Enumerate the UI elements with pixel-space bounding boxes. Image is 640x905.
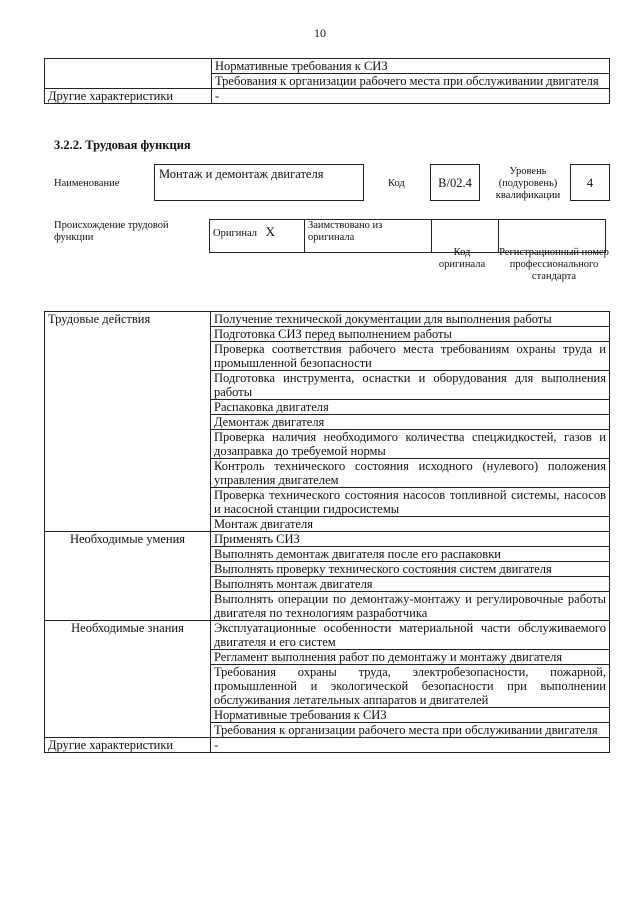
level-label: Уровень (подуровень) квалификации [495, 166, 561, 201]
table-row: Проверка технического состояния насосов топливной системы, насосов и насосной станции гидросистемы [211, 488, 610, 517]
name-label: Наименование [54, 178, 120, 189]
knowledge-label: Необходимые знания [45, 621, 211, 738]
table-row: Требования к организации рабочего места при обслуживании двигателя [211, 723, 610, 738]
section-heading: 3.2.2. Трудовая функция [54, 138, 191, 152]
table-row: Контроль технического состояния исходного (нулевого) положения управления двигателем [211, 459, 610, 488]
origin-label: Происхождение трудовой функции [54, 220, 169, 243]
original-label: Оригинал [213, 228, 257, 239]
empty-label-cell [45, 59, 212, 89]
code-box [430, 164, 480, 201]
table-row: Эксплуатационные особенности материальной части обслуживаемого двигателя и его систем [211, 621, 610, 650]
level-value: 4 [586, 176, 594, 190]
table-row: Выполнять монтаж двигателя [211, 577, 610, 592]
table-row: Распаковка двигателя [211, 400, 610, 415]
table-row: Подготовка СИЗ перед выполнением работы [211, 327, 610, 342]
other-characteristics-label: Другие характеристики [45, 89, 212, 104]
table-row: Проверка наличия необходимого количества спецжидкостей, газов и дозаправка до требуемой нормы [211, 430, 610, 459]
actions-label: Трудовые действия [45, 312, 211, 532]
table-row: Демонтаж двигателя [211, 415, 610, 430]
function-name-box [154, 164, 364, 201]
table-row: Получение технической документации для выполнения работы [211, 312, 610, 327]
table-row: Выполнять операции по демонтажу-монтажу и регулировочные работы двигателя по технологиям разработчика [211, 592, 610, 621]
function-name-value: Монтаж и демонтаж двигателя [159, 167, 324, 181]
table-row: Монтаж двигателя [211, 517, 610, 532]
table-row: Подготовка инструмента, оснастки и оборудования для выполнения работы [211, 371, 610, 400]
other-characteristics-value: - [211, 738, 610, 753]
labor-function-table [44, 311, 610, 753]
table-row: Регламент выполнения работ по демонтажу и монтажу двигателя [211, 650, 610, 665]
table-row: Нормативные требования к СИЗ [211, 708, 610, 723]
code-value: B/02.4 [438, 176, 472, 190]
table-row: Применять СИЗ [211, 532, 610, 547]
other-characteristics-value: - [212, 89, 610, 104]
table-row: Выполнять проверку технического состояния систем двигателя [211, 562, 610, 577]
table-row: Нормативные требования к СИЗ [212, 59, 610, 74]
page-number: 10 [314, 26, 326, 40]
table-row: Проверка соответствия рабочего места требованиям охраны труда и промышленной безопасности [211, 342, 610, 371]
skills-label: Необходимые умения [45, 532, 211, 621]
borrowed-label: Заимствовано из оригинала [305, 220, 432, 253]
level-box [570, 164, 610, 201]
table-row: Требования к организации рабочего места при обслуживании двигателя [212, 74, 610, 89]
table-row: Выполнять демонтаж двигателя после его распаковки [211, 547, 610, 562]
original-mark: X [265, 224, 276, 239]
code-caption: Код оригинала [438, 247, 486, 270]
table-row: Требования охраны труда, электробезопасности, пожарной, промышленной и экологической безопасности при выполнении обслуживания летательных аппаратов и двигателей [211, 665, 610, 708]
previous-function-table [44, 58, 610, 104]
other-characteristics-label: Другие характеристики [45, 738, 211, 753]
reg-caption: Регистрационный номер профессионального стандарта [499, 247, 609, 282]
original-cell [210, 220, 305, 253]
code-label: Код [388, 178, 405, 189]
